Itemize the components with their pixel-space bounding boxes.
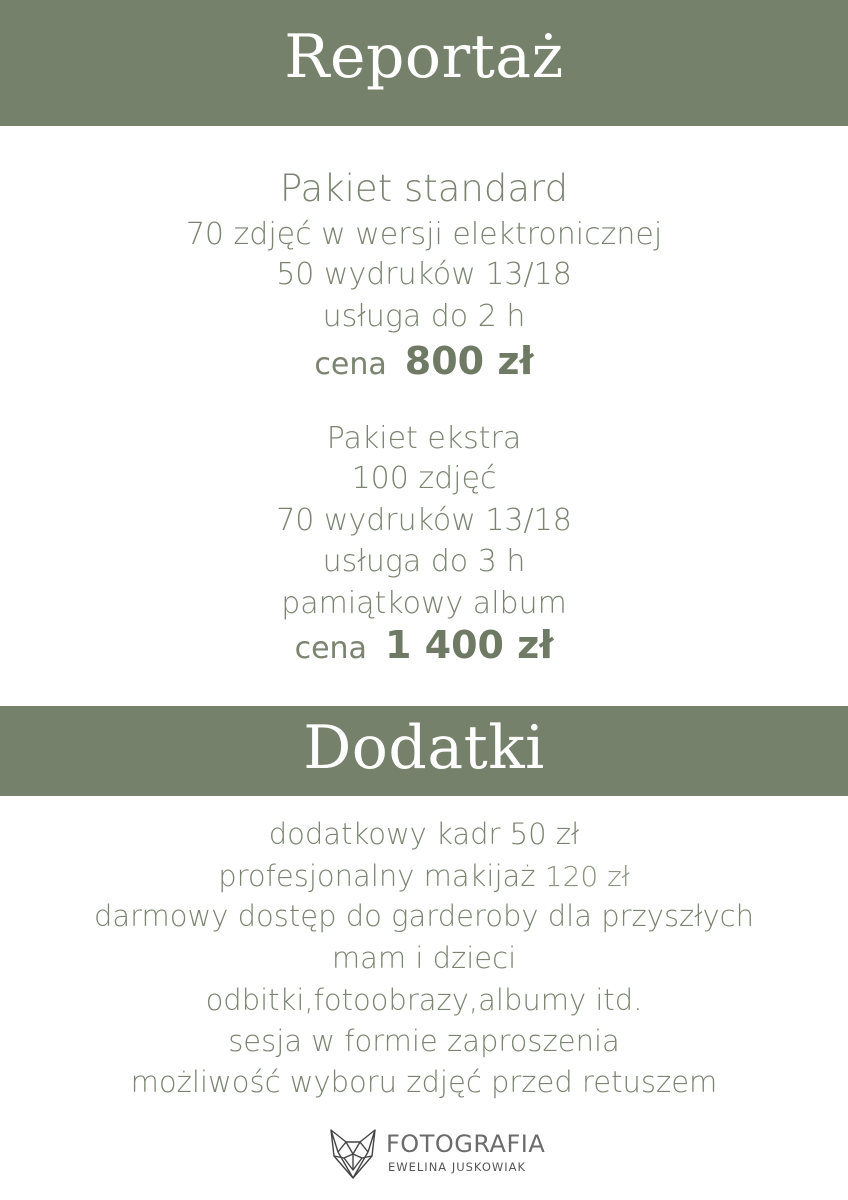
addon-item: darmowy dostęp do garderoby dla przyszłych — [93, 899, 755, 933]
reportaz-header — [0, 0, 848, 126]
extra-package-item: 70 wydruków 13/18 — [276, 503, 572, 538]
addon-makeup-price: 120 zł — [544, 860, 630, 893]
extra-package-item: usługa do 3 h — [322, 544, 526, 579]
extra-price-row — [0, 623, 848, 667]
addon-item: możliwość wyboru zdjęć przed retuszem — [130, 1065, 718, 1099]
addon-item: odbitki,fotoobrazy,albumy itd. — [205, 983, 643, 1017]
extra-package-item: pamiątkowy album — [281, 586, 567, 621]
reportaz-title: Reportaż — [284, 22, 564, 92]
dodatki-title: Dodatki — [303, 713, 545, 783]
standard-price-label: cena — [314, 347, 387, 382]
extra-price-label: cena — [294, 631, 367, 666]
standard-price-row — [0, 339, 848, 383]
standard-package-item: 50 wydruków 13/18 — [276, 257, 572, 292]
logo-title: FOTOGRAFIA — [386, 1130, 546, 1158]
standard-package-item: usługa do 2 h — [322, 299, 526, 334]
addon-item: mam i dzieci — [331, 941, 517, 975]
standard-package-item: 70 zdjęć w wersji elektronicznej — [185, 217, 663, 252]
fox-icon — [328, 1126, 378, 1182]
addon-makeup-label: profesjonalny makijaż — [218, 859, 536, 893]
addon-item — [0, 859, 848, 893]
standard-price-value: 800 zł — [404, 339, 534, 383]
logo-subtitle: EWELINA JUSKOWIAK — [388, 1160, 527, 1174]
extra-package-item: 100 zdjęć — [351, 461, 497, 496]
extra-price-value: 1 400 zł — [384, 623, 554, 667]
addon-item: sesja w formie zaproszenia — [228, 1024, 620, 1058]
brand-logo — [328, 1126, 548, 1186]
standard-package-heading: Pakiet standard — [279, 167, 569, 210]
addon-item: dodatkowy kadr 50 zł — [268, 817, 580, 851]
dodatki-header — [0, 706, 848, 796]
extra-package-heading: Pakiet ekstra — [326, 421, 522, 456]
